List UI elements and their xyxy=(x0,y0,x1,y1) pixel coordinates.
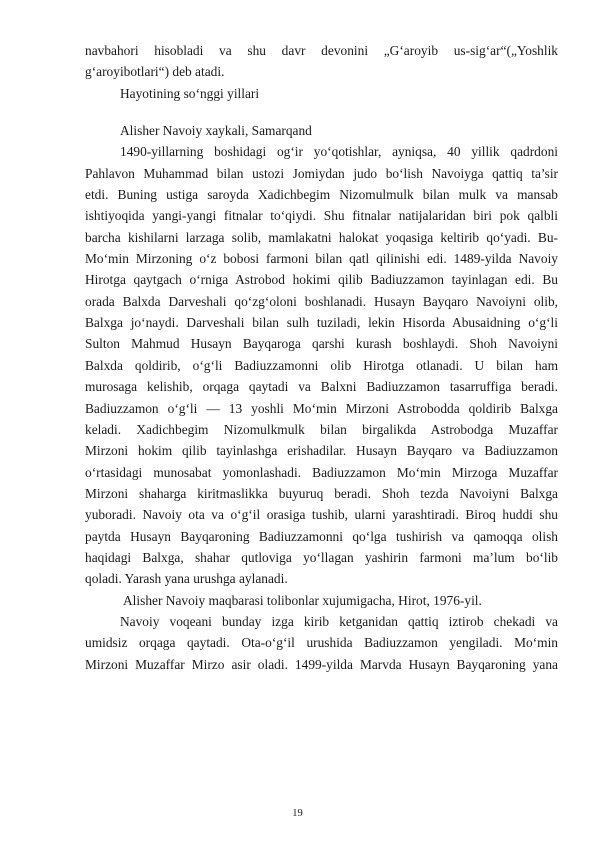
paragraph-line: Mirzoni shaharga kiritmaslikka buyuruq beradi. Shoh tezda Navoiyni Balxga xyxy=(85,485,558,501)
image-placeholder-gap xyxy=(85,104,558,120)
paragraph-line: Badiuzzamon o‘g‘li — 13 yoshli Mo‘min Mirzoni Astrobodda qoldirib Balxga xyxy=(85,400,558,416)
paragraph-line: Navoiy voqeani bunday izga kirib ketganidan qattiq iztirob chekadi va xyxy=(120,613,558,629)
document-body xyxy=(85,40,558,675)
paragraph-line: paytda Husayn Bayqaroning Badiuzzamonni qo‘lga tushirish va qamoqqa olish xyxy=(85,528,558,544)
paragraph-line: Balxga jo‘naydi. Darveshali bilan sulh tuziladi, lekin Hisorda Abusaidning o‘g‘li xyxy=(85,315,558,331)
paragraph-line: qoladi. Yarash yana urushga aylanadi. xyxy=(85,571,288,587)
paragraph-1 xyxy=(85,141,558,589)
paragraph-line: Hirotga qaytgach o‘rniga Astrobod hokimi qilib Badiuzzamon tayinlagan edi. Bu xyxy=(85,272,558,288)
paragraph-line: o‘rtasidagi munosabat yomonlashadi. Badiuzzamon Mo‘min Mirzoga Muzaffar xyxy=(85,464,558,480)
image-caption: Alisher Navoiy maqbarasi tolibonlar xujumigacha, Hirot, 1976-yil. xyxy=(123,592,482,608)
section-heading: Hayotining so‘nggi yillari xyxy=(120,85,260,101)
paragraph-line: ishtiyoqida yangi-yangi fitnalar to‘qiydi. Shu fitnalar natijalaridan biri pok qalbli xyxy=(85,208,558,224)
paragraph-line: Mirzoni hokim qilib tayinlashga erishadilar. Husayn Bayqaro va Badiuzzamon xyxy=(85,443,558,459)
paragraph-line: Pahlavon Muhammad bilan ustozi Jomiydan judo bo‘lish Navoiyga qattiq ta’sir xyxy=(85,165,558,181)
paragraph-line: Balxda qoldirib, o‘g‘li Badiuzzamonni olib Hirotga otlanadi. U bilan ham xyxy=(85,357,558,373)
paragraph-line: yuboradi. Navoiy ota va o‘g‘il orasiga tushib, ularni yarashtiradi. Biroq huddi shu xyxy=(85,507,558,523)
paragraph-line: barcha kishilarni larzaga solib, mamlakatni halokat yoqasiga keltirib qo‘yadi. Bu- xyxy=(85,229,558,245)
paragraph-line: keladi. Xadichbegim Nizomulkmulk bilan birgalikda Astrobodga Muzaffar xyxy=(85,421,558,437)
page-number: 19 xyxy=(292,808,303,819)
paragraph-line: Mirzoni Muzaffar Mirzo asir oladi. 1499-yilda Marvda Husayn Bayqaroning yana xyxy=(85,656,558,672)
intro-line: navbahori hisobladi va shu davr devonini „G‘aroyib us-sig‘ar“(„Yoshlik xyxy=(85,43,558,58)
paragraph-line: Sulton Mahmud Husayn Bayqaroga qarshi kurash boshlaydi. Shoh Navoiyni xyxy=(85,336,558,352)
paragraph-line: Mo‘min Mirzoning o‘z bobosi farmoni bilan qatl qilinishi edi. 1489-yilda Navoiy xyxy=(85,251,558,267)
image-caption: Alisher Navoiy xaykali, Samarqand xyxy=(120,123,312,139)
paragraph-line: etdi. Buning ustiga saroyda Xadichbegim Nizomulmulk bilan mulk va mansab xyxy=(85,187,558,203)
paragraph-line: murosaga kelishib, orqaga qaytadi va Balxni Badiuzzamon tasarruffiga beradi. xyxy=(85,379,558,395)
paragraph-2 xyxy=(85,611,558,675)
paragraph-line: haqidagi Balxga, shahar qutloviga yo‘llagan yashirin farmoni ma’lum bo‘lib xyxy=(85,549,558,565)
intro-line: g‘aroyibotlari“) deb atadi. xyxy=(85,64,225,80)
paragraph-line: umidsiz orqaga qaytadi. Ota-o‘g‘il urushida Badiuzzamon yengiladi. Mo‘min xyxy=(85,635,558,651)
paragraph-line: 1490-yillarning boshidagi og‘ir yo‘qotishlar, ayniqsa, 40 yillik qadrdoni xyxy=(120,144,558,160)
paragraph-line: orada Balxda Darveshali qo‘zg‘oloni boshlanadi. Husayn Bayqaro Navoiyni olib, xyxy=(85,293,558,309)
